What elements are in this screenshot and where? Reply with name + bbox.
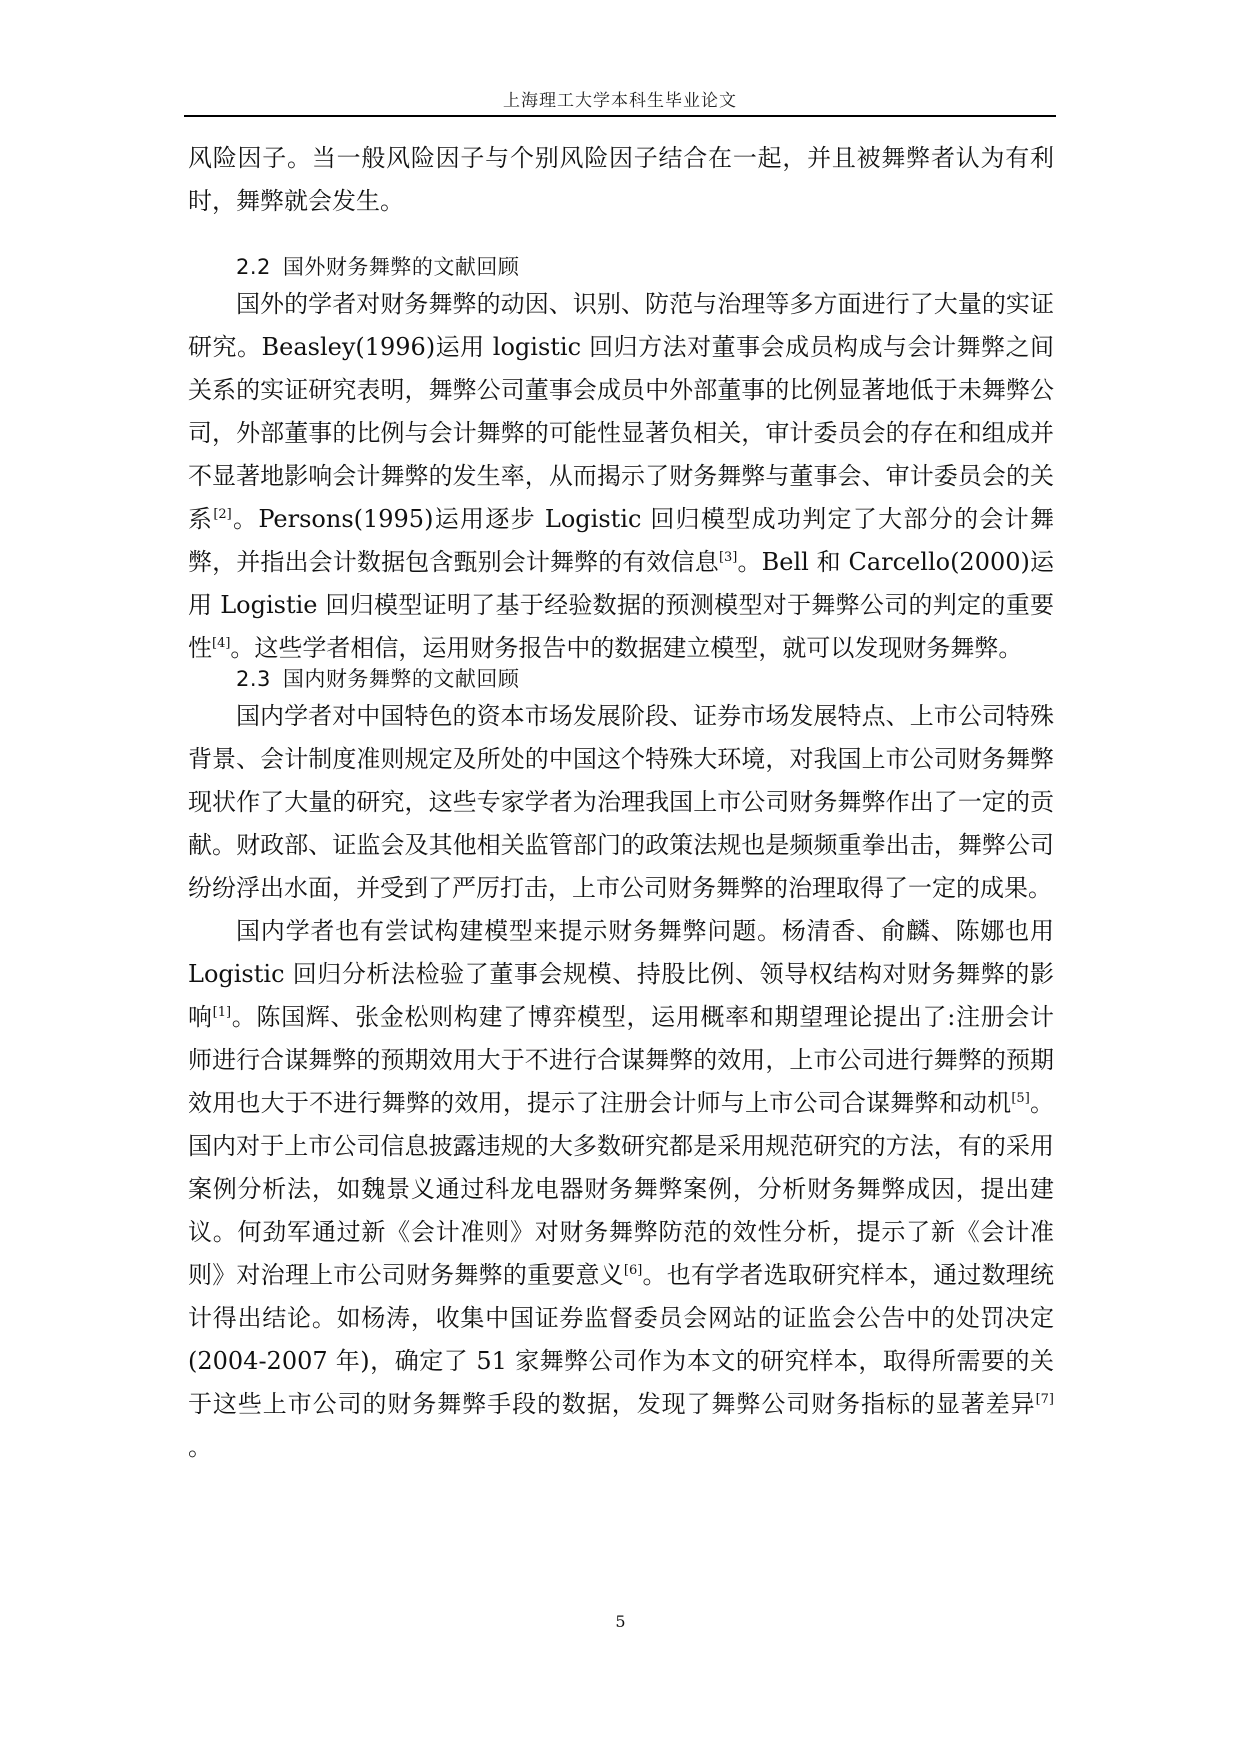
section-2-2-body — [188, 283, 1054, 670]
paragraph-text: 。这些学者相信，运用财务报告中的数据建立模型，就可以发现财务舞弊。 — [230, 634, 1023, 662]
page-header-title: 上海理工大学本科生毕业论文 — [503, 91, 737, 111]
page-number: 5 — [615, 1612, 626, 1631]
paragraph-text: 。也有学者选取研究样本，通过数理统计得出结论。如杨涛，收集中国证券监督委员会网站的证监会公告中的处罚决定(2004-2007 年)，确定了 51 家舞弊公司作为本文的研究样本，取得所需要的关于这些上市公司的财务舞弊手段的数据，发现了舞弊公司财务指标的显著差异 — [188, 1261, 1055, 1418]
paragraph-text: 国内学者也有尝试构建模型来提示财务舞弊问题。杨清香、俞麟、陈娜也用 Logistic 回归分析法检验了董事会规模、持股比例、领导权结构对财务舞弊的影响 — [188, 917, 1054, 1031]
intro-paragraph — [188, 137, 1054, 223]
citation-ref: [6] — [623, 1263, 643, 1278]
paragraph-text: 。陈国辉、张金松则构建了博弈模型，运用概率和期望理论提出了:注册会计师进行合谋舞弊的预期效用大于不进行合谋舞弊的效用，上市公司进行舞弊的预期效用也大于不进行舞弊的效用，提示了注册会计师与上市公司合谋舞弊和动机 — [188, 1003, 1054, 1117]
citation-ref: [3] — [718, 550, 738, 565]
section-title: 国内财务舞弊的文献回顾 — [282, 667, 520, 691]
paragraph-text: 。Persons(1995)运用逐步 Logistic 回归模型成功判定了大部分的会计舞弊，并指出会计数据包含甄别会计舞弊的有效信息 — [188, 505, 1054, 576]
section-2-3-body — [188, 695, 1054, 1469]
citation-ref: [7] — [1035, 1392, 1054, 1407]
citation-ref: [4] — [212, 636, 231, 651]
header-divider — [184, 115, 1056, 117]
paragraph — [188, 910, 1054, 1469]
section-heading-2-3 — [236, 664, 519, 694]
citation-ref: [5] — [1011, 1091, 1030, 1106]
paragraph — [188, 283, 1054, 670]
section-number: 2.3 — [236, 667, 271, 691]
paragraph: 国内学者对中国特色的资本市场发展阶段、证券市场发展特点、上市公司特殊背景、会计制度准则规定及所处的中国这个特殊大环境，对我国上市公司财务舞弊现状作了大量的研究，这些专家学者为治理我国上市公司财务舞弊作出了一定的贡献。财政部、证监会及其他相关监管部门的政策法规也是频频重拳出击，舞弊公司纷纷浮出水面，并受到了严厉打击，上市公司财务舞弊的治理取得了一定的成果。 — [188, 702, 1054, 902]
section-number: 2.2 — [236, 255, 271, 279]
citation-ref: [1] — [212, 1005, 232, 1020]
paragraph-text: 国外的学者对财务舞弊的动因、识别、防范与治理等多方面进行了大量的实证研究。Beasley(1996)运用 logistic 回归方法对董事会成员构成与会计舞弊之间关系的实证研究表明，舞弊公司董事会成员中外部董事的比例显著地低于未舞弊公司，外部董事的比例与会计舞弊的可能性显著负相关，审计委员会的存在和组成并不显著地影响会计舞弊的发生率，从而揭示了财务舞弊与董事会、审计委员会的关系 — [188, 290, 1054, 533]
paragraph-text: 。Bell 和 Carcello(2000)运用 Logistie 回归模型证明了基于经验数据的预测模型对于舞弊公司的判定的重要性 — [188, 548, 1055, 662]
section-title: 国外财务舞弊的文献回顾 — [282, 255, 520, 279]
paragraph-text: 。 — [188, 1433, 212, 1461]
section-heading-2-2 — [236, 252, 519, 282]
citation-ref: [2] — [213, 507, 232, 522]
paragraph-text: 。国内对于上市公司信息披露违规的大多数研究都是采用规范研究的方法，有的采用案例分析法，如魏景义通过科龙电器财务舞弊案例，分析财务舞弊成因，提出建议。何劲军通过新《会计准则》对财务舞弊防范的效性分析，提示了新《会计准则》对治理上市公司财务舞弊的重要意义 — [188, 1089, 1054, 1289]
intro-text: 风险因子。当一般风险因子与个别风险因子结合在一起，并且被舞弊者认为有利时，舞弊就会发生。 — [188, 144, 1054, 215]
